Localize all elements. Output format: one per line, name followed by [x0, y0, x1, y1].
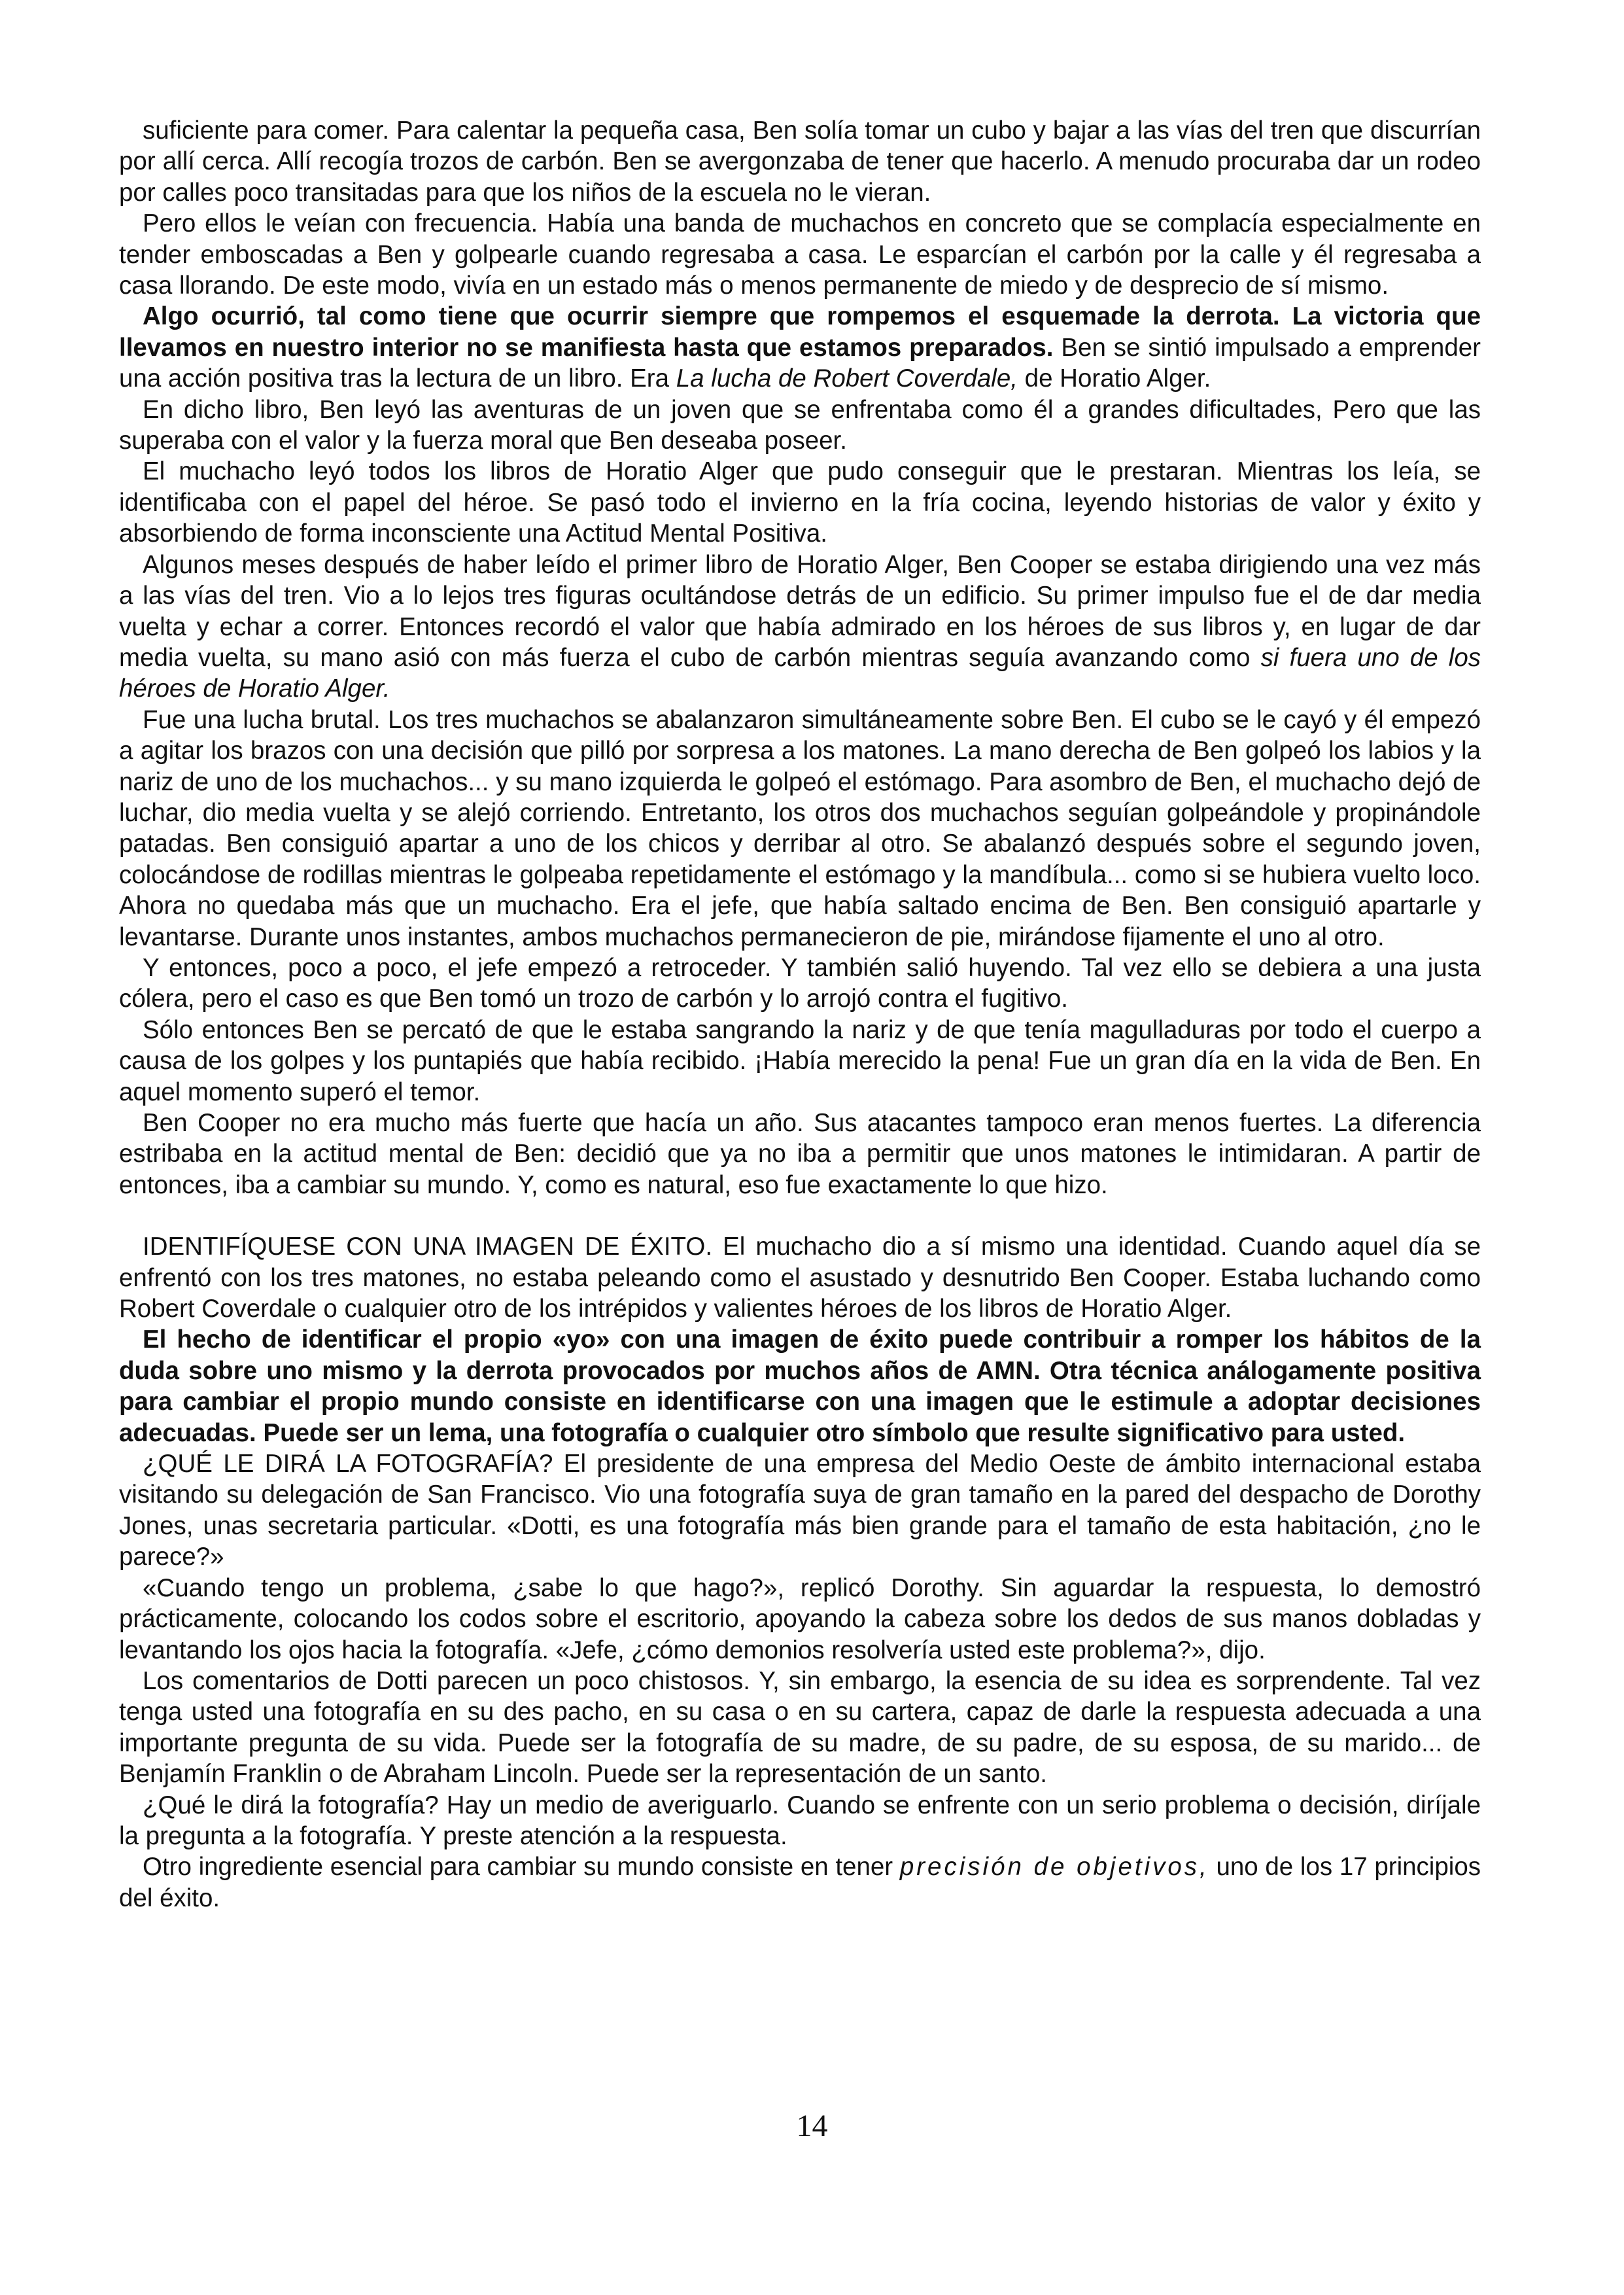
italic-text-run: La lucha de Robert Coverdale,	[676, 364, 1018, 393]
paragraph-p10	[119, 1108, 1481, 1200]
paragraph-p01	[119, 115, 1481, 208]
italic-text-run: si fuera uno de los héroes de Horatio Alger.	[119, 643, 1481, 703]
text-run: suficiente para comer. Para calentar la pequeña casa, Ben solía tomar un cubo y bajar a las vías del tren que discurrían por allí cerca. Allí recogía trozos de carbón. Ben se avergonzaba de tener que hacerlo. A menudo procuraba dar un rodeo por calles poco transitadas para que los niños de la escuela no le vieran.	[119, 116, 1481, 207]
paragraph-p05	[119, 456, 1481, 549]
paragraph-p06	[119, 550, 1481, 705]
bold-text-run: Algo ocurrió, tal como tiene que ocurrir siempre que rompemos el esquemade la derrota. La victoria que llevamos en nuestro interior no se manifiesta hasta que estamos preparados.	[119, 302, 1481, 362]
text-run: Pero ellos le veían con frecuencia. Había una banda de muchachos en concreto que se complacía especialmente en tender emboscadas a Ben y golpearle cuando regresaba a casa. Le esparcían el carbón por la calle y él regresaba a casa llorando. De este modo, vivía en un estado más o menos permanente de miedo y de desprecio de sí mismo.	[119, 209, 1481, 300]
paragraph-p02	[119, 208, 1481, 301]
text-run: Ben Cooper no era mucho más fuerte que hacía un año. Sus atacantes tampoco eran menos fuertes. La diferencia estribaba en la actitud mental de Ben: decidió que ya no iba a permitir que unos matones le intimidaran. A partir de entonces, iba a cambiar su mundo. Y, como es natural, eso fue exactamente lo que hizo.	[119, 1109, 1481, 1199]
paragraph-p12	[119, 1324, 1481, 1448]
paragraph-p15	[119, 1666, 1481, 1790]
text-run: El muchacho leyó todos los libros de Horatio Alger que pudo conseguir que le prestaran. Mientras los leía, se identificaba con el papel del héroe. Se pasó todo el invierno en la fría cocina, leyendo historias de valor y éxito y absorbiendo de forma inconsciente una Actitud Mental Positiva.	[119, 457, 1481, 548]
paragraph-p13	[119, 1448, 1481, 1573]
paragraph-p09	[119, 1015, 1481, 1108]
text-run: uno de los 17 principios del éxito.	[119, 1853, 1481, 1912]
text-run: ¿QUÉ LE DIRÁ LA FOTOGRAFÍA? El presidente de una empresa del Medio Oeste de ámbito internacional estaba visitando su delegación de San Francisco. Vio una fotografía suya de gran tamaño en la pared del despacho de Dorothy Jones, unas secretaria particular. «Dotti, es una fotografía más bien grande para el tamaño de esta habitación, ¿no le parece?»	[119, 1450, 1481, 1571]
text-run: «Cuando tengo un problema, ¿sabe lo que hago?», replicó Dorothy. Sin aguardar la respuesta, lo demostró prácticamente, colocando los codos sobre el escritorio, apoyando la cabeza sobre los dedos de sus manos dobladas y levantando los ojos hacia la fotografía. «Jefe, ¿cómo demonios resolvería usted este problema?», dijo.	[119, 1573, 1481, 1664]
text-run: IDENTIFÍQUESE CON UNA IMAGEN DE ÉXITO. El muchacho dio a sí mismo una identidad. Cuando aquel día se enfrentó con los tres matones, no estaba peleando como el asustado y desnutrido Ben Cooper. Estaba luchando como Robert Coverdale o cualquier otro de los intrépidos y valientes héroes de los libros de Horatio Alger.	[119, 1233, 1481, 1323]
text-run: Ben se sintió impulsado a emprender una acción positiva tras la lectura de un libro. Era	[119, 333, 1481, 393]
paragraph-p11	[119, 1231, 1481, 1324]
text-run: ¿Qué le dirá la fotografía? Hay un medio de averiguarlo. Cuando se enfrente con un serio problema o decisión, diríjale la pregunta a la fotografía. Y preste atención a la respuesta.	[119, 1791, 1481, 1850]
text-run: En dicho libro, Ben leyó las aventuras de un joven que se enfrentaba como él a grandes dificultades, Pero que las superaba con el valor y la fuerza moral que Ben deseaba poseer.	[119, 395, 1481, 455]
paragraph-p08	[119, 953, 1481, 1015]
paragraph-p16	[119, 1790, 1481, 1852]
text-run: Otro ingrediente esencial para cambiar su mundo consiste en tener	[143, 1853, 900, 1882]
italic-spaced-text-run: precisión de objetivos,	[899, 1853, 1209, 1882]
text-run: Algunos meses después de haber leído el primer libro de Horatio Alger, Ben Cooper se estaba dirigiendo una vez más a las vías del tren. Vio a lo lejos tres figuras ocultándose detrás de un edificio. Su primer impulso fue el de dar media vuelta y echar a correr. Entonces recordó el valor que había admirado en los héroes de sus libros y, en lugar de dar media vuelta, su mano asió con más fuerza el cubo de carbón mientras seguía avanzando como	[119, 550, 1481, 672]
page-number: 14	[796, 2109, 828, 2143]
text-run: de Horatio Alger.	[1017, 364, 1211, 393]
paragraph-p14	[119, 1573, 1481, 1666]
paragraph-p17	[119, 1851, 1481, 1914]
paragraph-p07	[119, 705, 1481, 953]
paragraph-p04	[119, 394, 1481, 457]
paragraph-p03	[119, 301, 1481, 394]
text-run: Los comentarios de Dotti parecen un poco chistosos. Y, sin embargo, la esencia de su idea es sorprendente. Tal vez tenga usted una fotografía en su des pacho, en su casa o en su cartera, capaz de darle la respuesta adecuada a una importante pregunta de su vida. Puede ser la fotografía de su madre, de su padre, de su esposa, de su marido... de Benjamín Franklin o de Abraham Lincoln. Puede ser la representación de un santo.	[119, 1666, 1481, 1789]
body-text	[119, 115, 1481, 1914]
bold-text-run: El hecho de identificar el propio «yo» con una imagen de éxito puede contribuir a romper los hábitos de la duda sobre uno mismo y la derrota provocados por muchos años de AMN. Otra técnica análogamente positiva para cambiar el propio mundo consiste en identificarse con una imagen que le estimule a adoptar decisiones adecuadas. Puede ser un lema, una fotografía o cualquier otro símbolo que resulte significativo para usted.	[119, 1325, 1481, 1447]
text-run: Y entonces, poco a poco, el jefe empezó a retroceder. Y también salió huyendo. Tal vez ello se debiera a una justa cólera, pero el caso es que Ben tomó un trozo de carbón y lo arrojó contra el fugitivo.	[119, 953, 1481, 1013]
text-run: Fue una lucha brutal. Los tres muchachos se abalanzaron simultáneamente sobre Ben. El cubo se le cayó y él empezó a agitar los brazos con una decisión que pilló por sorpresa a los matones. La mano derecha de Ben golpeó los labios y la nariz de uno de los muchachos... y su mano izquierda le golpeó el estómago. Para asombro de Ben, el muchacho dejó de luchar, dio media vuelta y se alejó corriendo. Entretanto, los otros dos muchachos seguían golpeándole y propinándole patadas. Ben consiguió apartar a uno de los chicos y derribar al otro. Se abalanzó después sobre el segundo joven, colocándose de rodillas mientras le golpeaba repetidamente el estómago y la mandíbula... como si se hubiera vuelto loco. Ahora no quedaba más que un muchacho. Era el jefe, que había saltado encima de Ben. Ben consiguió apartarle y levantarse. Durante unos instantes, ambos muchachos permanecieron de pie, mirándose fijamente el uno al otro.	[119, 705, 1481, 951]
text-run: Sólo entonces Ben se percató de que le estaba sangrando la nariz y de que tenía magulladuras por todo el cuerpo a causa de los golpes y los puntapiés que había recibido. ¡Había merecido la pena! Fue un gran día en la vida de Ben. En aquel momento superó el temor.	[119, 1015, 1481, 1106]
